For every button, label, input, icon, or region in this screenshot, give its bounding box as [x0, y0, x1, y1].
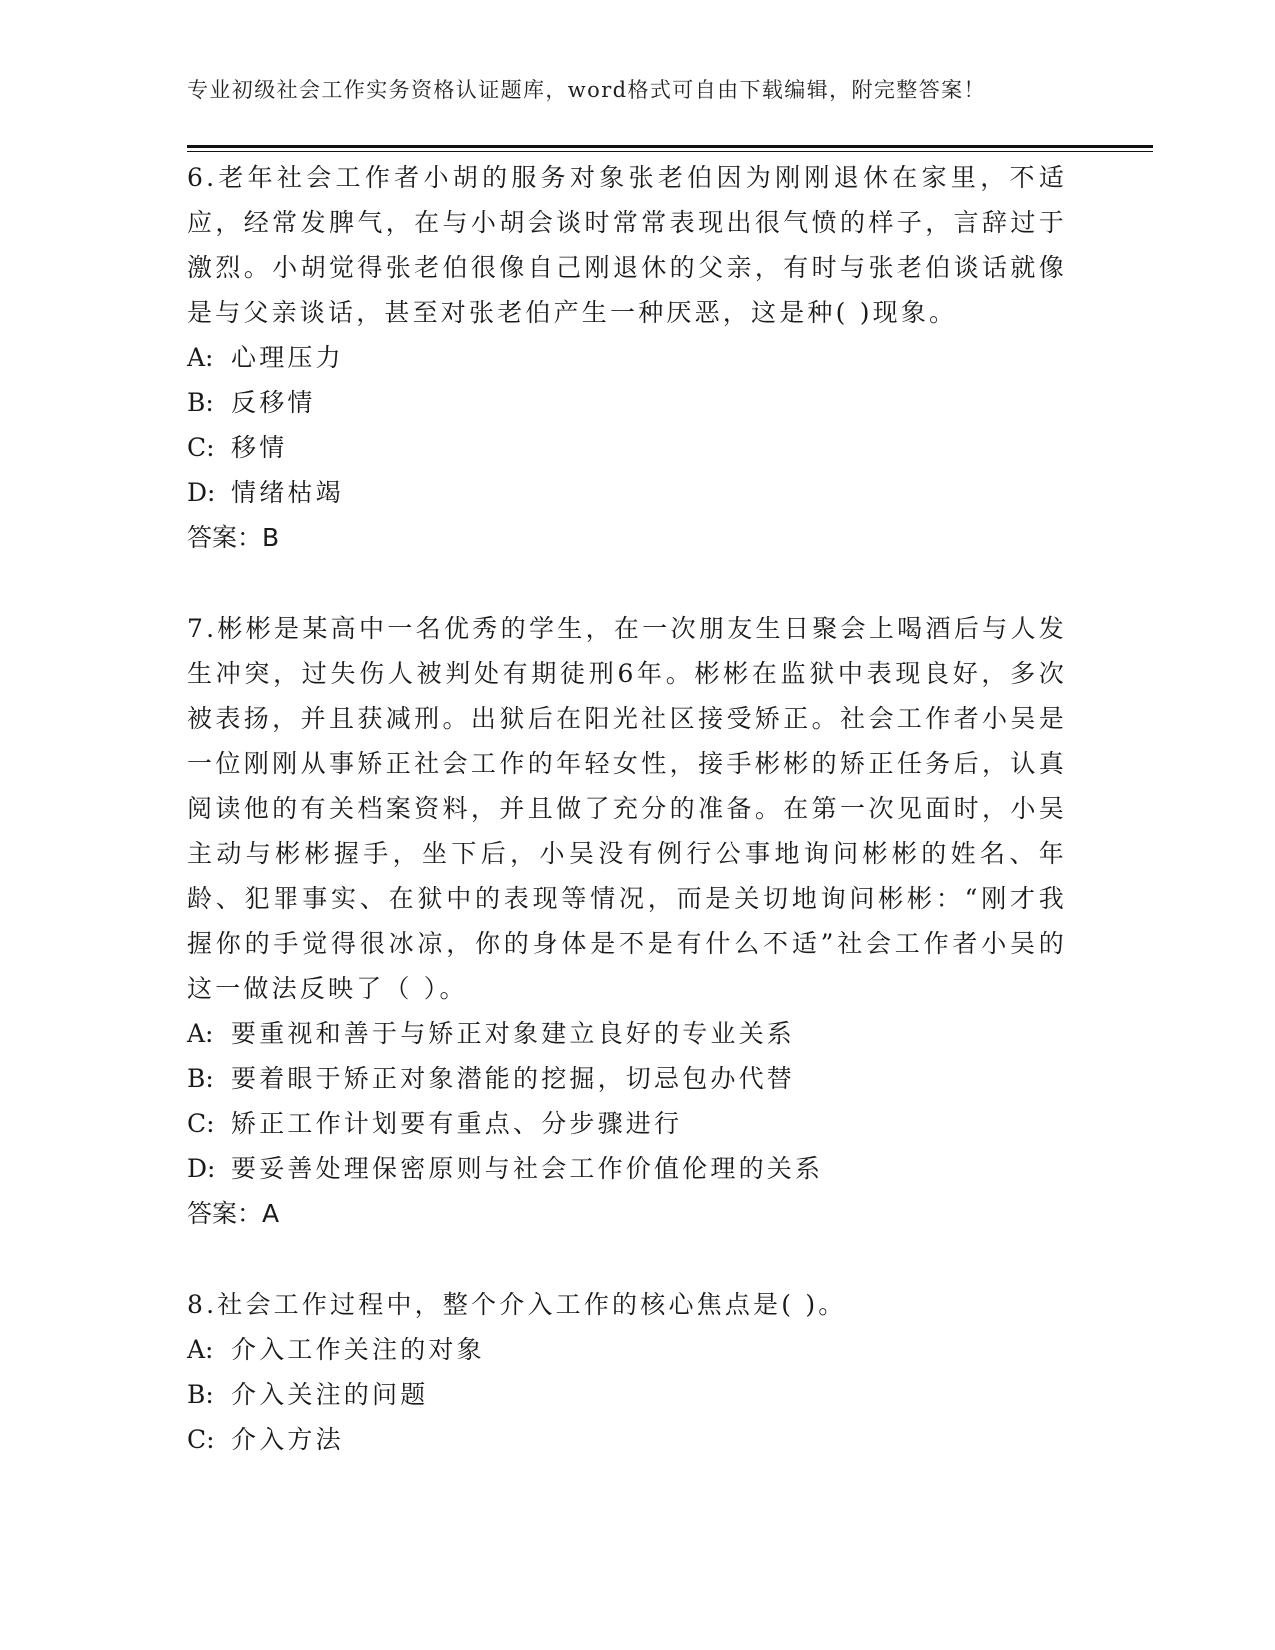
- option-text: 移情: [231, 433, 288, 462]
- option-text: 矫正工作计划要有重点、分步骤进行: [231, 1109, 683, 1138]
- option-c: [187, 425, 1067, 470]
- option-letter: A:: [187, 1019, 214, 1048]
- answer-line: 答案：B: [187, 523, 280, 552]
- option-letter: B:: [187, 388, 214, 417]
- option-d: [187, 470, 1067, 515]
- option-c: [187, 1417, 1067, 1462]
- header-rule-thin: [187, 151, 1153, 152]
- option-letter: B:: [187, 1064, 214, 1093]
- question-spacer: [187, 1236, 1067, 1282]
- answer-line: 答案：A: [187, 1199, 280, 1228]
- option-letter: C:: [187, 433, 215, 462]
- page-header: 专业初级社会工作实务资格认证题库，word格式可自由下载编辑，附完整答案！: [187, 78, 986, 102]
- question-text: 7.彬彬是某高中一名优秀的学生，在一次朋友生日聚会上喝酒后与人发生冲突，过失伤人被判处有期徒刑6年。彬彬在监狱中表现良好，多次被表扬，并且获减刑。出狱后在阳光社区接受矫正。社会工作者小吴是一位刚刚从事矫正社会工作的年轻女性，接手彬彬的矫正任务后，认真阅读他的有关档案资料，并且做了充分的准备。在第一次见面时，小吴主动与彬彬握手，坐下后，小吴没有例行公事地询问彬彬的姓名、年龄、犯罪事实、在狱中的表现等情况，而是关切地询问彬彬：“刚才我握你的手觉得很冰凉，你的身体是不是有什么不适”社会工作者小吴的这一做法反映了（ ）。: [187, 614, 1067, 1003]
- question-6: [187, 155, 1067, 560]
- question-spacer: [187, 560, 1067, 606]
- option-b: [187, 1372, 1067, 1417]
- option-d: [187, 1146, 1067, 1191]
- option-text: 介入方法: [231, 1425, 344, 1454]
- question-list: [187, 155, 1067, 1462]
- option-letter: C:: [187, 1109, 215, 1138]
- option-text: 介入关注的问题: [231, 1380, 429, 1409]
- option-letter: B:: [187, 1380, 214, 1409]
- option-letter: D:: [187, 1154, 216, 1183]
- question-8: [187, 1282, 1067, 1462]
- header-rule-thick: [187, 145, 1153, 148]
- option-letter: C:: [187, 1425, 215, 1454]
- option-c: [187, 1101, 1067, 1146]
- option-text: 反移情: [231, 388, 316, 417]
- option-letter: A:: [187, 343, 214, 372]
- option-a: [187, 335, 1067, 380]
- option-a: [187, 1327, 1067, 1372]
- option-text: 要着眼于矫正对象潜能的挖掘，切忌包办代替: [231, 1064, 796, 1093]
- option-text: 要妥善处理保密原则与社会工作价值伦理的关系: [231, 1154, 824, 1183]
- option-text: 心理压力: [231, 343, 344, 372]
- question-text: 6.老年社会工作者小胡的服务对象张老伯因为刚刚退休在家里，不适应，经常发脾气，在与小胡会谈时常常表现出很气愤的样子，言辞过于激烈。小胡觉得张老伯很像自己刚退休的父亲，有时与张老伯谈话就像是与父亲谈话，甚至对张老伯产生一种厌恶，这是种( )现象。: [187, 163, 1067, 327]
- option-b: [187, 1056, 1067, 1101]
- option-text: 要重视和善于与矫正对象建立良好的专业关系: [231, 1019, 796, 1048]
- option-b: [187, 380, 1067, 425]
- option-text: 介入工作关注的对象: [231, 1335, 485, 1364]
- option-letter: A:: [187, 1335, 214, 1364]
- option-a: [187, 1011, 1067, 1056]
- question-text: 8.社会工作过程中，整个介入工作的核心焦点是( )。: [187, 1290, 847, 1319]
- question-7: [187, 606, 1067, 1236]
- option-letter: D:: [187, 478, 216, 507]
- option-text: 情绪枯竭: [231, 478, 344, 507]
